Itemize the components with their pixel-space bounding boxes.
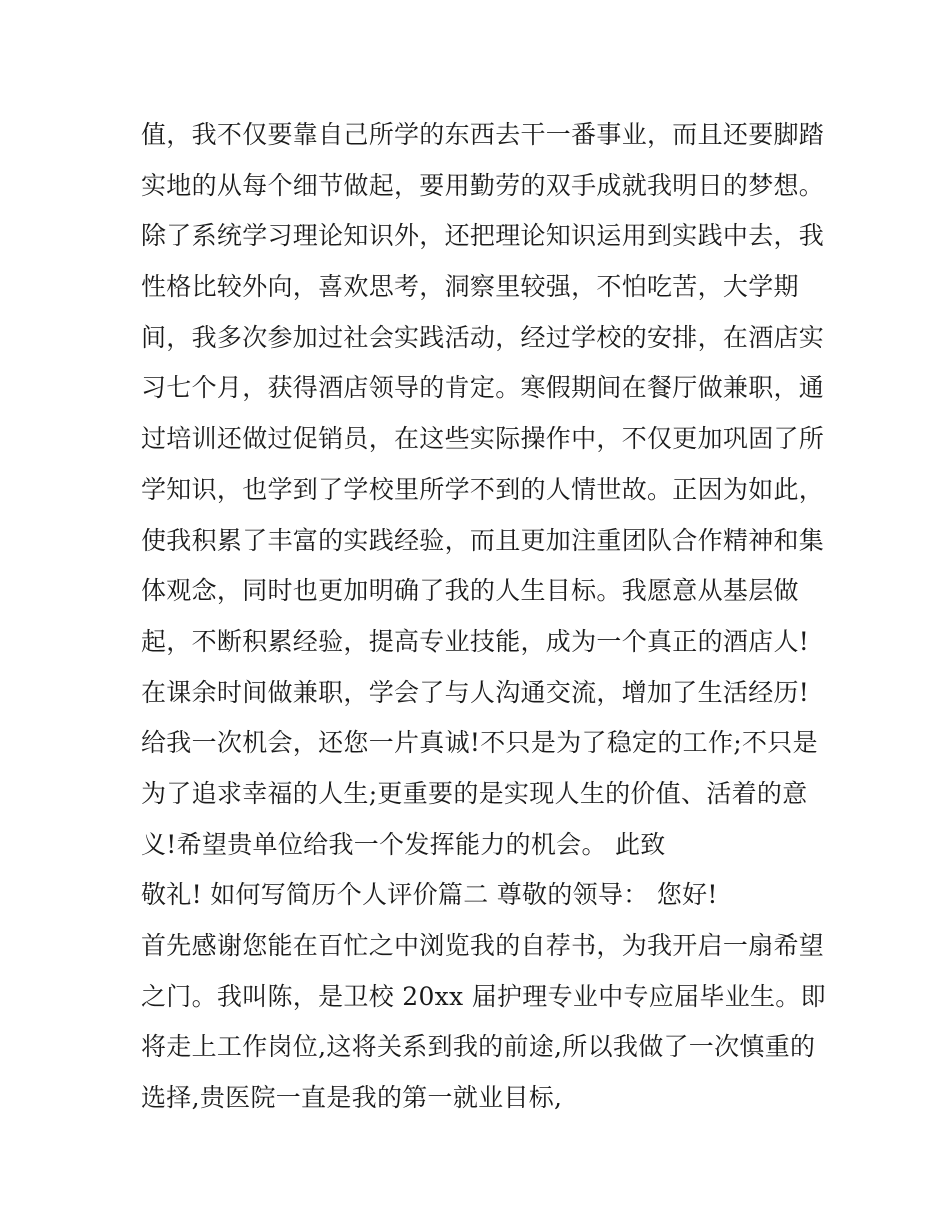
text-line: 习七个月，获得酒店领导的肯定。寒假期间在餐厅做兼职，通 (141, 373, 825, 403)
text-line: 在课余时间做兼职，学会了与人沟通交流，增加了生活经历! (141, 677, 810, 707)
text-line: 除了系统学习理论知识外，还把理论知识运用到实践中去，我 (141, 221, 825, 251)
text-line: 给我一次机会，还您一片真诚!不只是为了稳定的工作;不只是 (141, 728, 818, 758)
text-line: 值，我不仅要靠自己所学的东西去干一番事业，而且还要脚踏 (141, 120, 825, 149)
body-text (141, 110, 826, 1124)
text-line: 之门。我叫陈，是卫校 20xx 届护理专业中专应届毕业生。即 (141, 981, 826, 1011)
text-line: 过培训还做过促销员，在这些实际操作中，不仅更加巩固了所 (141, 424, 825, 454)
text-line: 实地的从每个细节做起，要用勤劳的双手成就我明日的梦想。 (141, 170, 825, 200)
text-line: 为了追求幸福的人生;更重要的是实现人生的价值、活着的意 (141, 778, 808, 808)
text-line: 间，我多次参加过社会实践活动，经过学校的安排，在酒店实 (141, 322, 825, 352)
text-line: 体观念，同时也更加明确了我的人生目标。我愿意从基层做 (141, 576, 799, 606)
text-line: 使我积累了丰富的实践经验，而且更加注重团队合作精神和集 (141, 525, 825, 555)
text-line: 起，不断积累经验，提高专业技能，成为一个真正的酒店人! (141, 626, 810, 656)
text-line: 学知识，也学到了学校里所学不到的人情世故。正因为如此， (141, 474, 825, 504)
text-line: 义!希望贵单位给我一个发挥能力的机会。 此致 (141, 829, 666, 859)
text-line: 敬礼! 如何写简历个人评价篇二 尊敬的领导： 您好! (141, 880, 718, 910)
text-line: 选择,贵医院一直是我的第一就业目标, (141, 1083, 563, 1113)
text-line: 将走上工作岗位,这将关系到我的前途,所以我做了一次慎重的 (141, 1032, 816, 1062)
text-line: 首先感谢您能在百忙之中浏览我的自荐书，为我开启一扇希望 (141, 931, 825, 960)
text-line: 性格比较外向，喜欢思考，洞察里较强，不怕吃苦，大学期 (141, 272, 799, 302)
